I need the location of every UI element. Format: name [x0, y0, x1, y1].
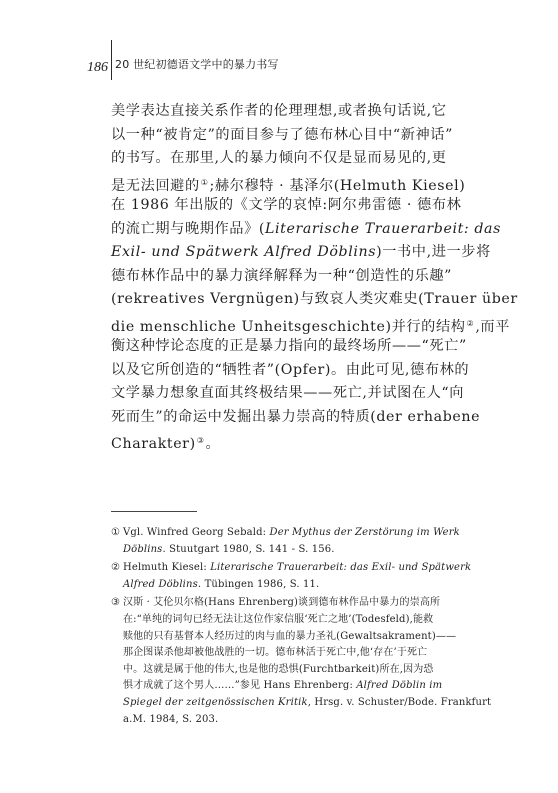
book-title-italic: Literarische Trauerarbeit: das [265, 220, 501, 237]
footnote-line [123, 695, 492, 712]
body-line: 德布林作品中的暴力演绎解释为一种“创造性的乐趣” [111, 267, 453, 284]
footnote-line [123, 560, 472, 577]
footnote-line: 汉斯 · 艾伦贝尔格(Hans Ehrenberg)谈到德布林作品中暴力的崇高所 [123, 597, 441, 609]
footnote-line: 在:“单纯的词句已经无法让这位作家信服‘死亡之地’(Todesfeld),能救 [123, 613, 434, 625]
body-line [111, 218, 501, 242]
footnote-marker: ② [111, 562, 121, 574]
body-text-segment: ,而平 [475, 318, 510, 335]
body-text-segment: Charakter) [111, 436, 196, 452]
body-line: 以及它所创造的“牺牲者”(Opfer)。由此可见,德布林的 [111, 361, 470, 378]
footnote-title-italic: Spiegel der zeitgenössischen Kritik [123, 696, 308, 708]
footnote-line: 中。这就是属于他的伟大,也是他的恐惧(Furchtbarkeit)所在,因为恐 [123, 663, 434, 675]
body-line [111, 241, 491, 265]
footnote-text: Helmuth Kiesel: [123, 562, 211, 574]
body-line: 在 1986 年出版的《文学的哀悼:阿尔弗雷德 · 德布林 [111, 197, 462, 213]
footnote-reference-2[interactable]: ② [466, 318, 475, 328]
footnote-line: 那企图谋杀他却被他战胜的一切。德布林活于死亡中,他‘存在’于死亡 [123, 647, 428, 659]
footnote-2 [111, 560, 472, 593]
body-text-segment: )一书中,进一步将 [376, 244, 491, 260]
footnote-text: Vgl. Winfred Georg Sebald: [123, 527, 270, 538]
footnote-line [123, 525, 460, 542]
footnote-1 [111, 525, 460, 558]
body-line: 的书写。在那里,人的暴力倾向不仅是显而易见的,更 [111, 150, 447, 166]
footnote-reference-3[interactable]: ③ [196, 436, 205, 445]
body-line [111, 312, 510, 336]
body-line: (rekreatives Vergnügen)与致哀人类灾难史(Trauer über [111, 291, 518, 307]
body-line [111, 429, 457, 453]
footnote-line [123, 577, 457, 594]
footnotes [111, 525, 492, 730]
body-line [111, 171, 466, 195]
body-line: 美学表达直接关系作者的伦理理想,或者换句话说,它 [111, 103, 447, 119]
footnote-line [123, 542, 457, 559]
footnote-title-italic: Der Mythus der Zerstörung im Werk [269, 527, 460, 538]
body-line: 死而生”的命运中发掘出暴力崇高的特质(der erhabene [111, 408, 481, 425]
footnote-text: . Stuutgart 1980, S. 141 - S. 156. [162, 543, 335, 555]
footnote-line [123, 678, 457, 695]
footnote-marker: ① [111, 527, 121, 538]
footnote-title-italic: Alfred Döblin im [356, 680, 443, 692]
body-line: 以一种“被肯定”的面目参与了德布林心目中“新神话” [111, 126, 453, 143]
footnote-separator [111, 511, 197, 512]
footnote-marker: ③ [111, 597, 121, 609]
body-text-segment: ;赫尔穆特 · 基泽尔(Helmuth Kiesel) [209, 177, 466, 194]
body-line: 文学暴力想象直面其终极结果——死亡,并试图在人“向 [111, 385, 465, 401]
footnote-text: 惧才成就了这个男人……”参见 Hans Ehrenberg: [123, 680, 357, 692]
header-divider [111, 40, 112, 80]
footnote-text: , Hrsg. v. Schuster/Bode. Frankfurt [307, 696, 492, 708]
footnote-3 [111, 595, 492, 728]
running-title: 20 世纪初德语文学中的暴力书写 [115, 58, 279, 71]
body-text-segment: die menschliche Unheitsgeschichte)并行的结构 [111, 318, 466, 335]
body-text-segment: 的流亡期与晚期作品》( [111, 220, 266, 237]
page-number: 186 [87, 60, 108, 75]
footnote-text: . Tübingen 1986, S. 11. [197, 578, 320, 590]
body-text-segment: 是无法回避的 [111, 177, 200, 194]
body-text-segment: 。 [205, 436, 221, 452]
footnote-line: a.M. 1984, S. 203. [123, 713, 219, 725]
body-line: 衡这种悖论态度的正是暴力指向的最终场所——“死亡” [111, 338, 467, 354]
footnote-title-italic: Alfred Döblins [123, 578, 198, 590]
footnote-title-italic: Literarische Trauerarbeit: das Exil- und Spätwerk [210, 562, 472, 574]
footnote-reference-1[interactable]: ① [200, 177, 209, 187]
book-title-italic: Exil- und Spätwerk Alfred Döblins [111, 244, 377, 260]
body-paragraph [111, 100, 518, 453]
footnote-title-italic: Döblins [123, 543, 163, 555]
footnote-line: 赎他的只有基督本人经历过的肉与血的暴力圣礼(Gewaltsakrament)—— [123, 630, 457, 642]
